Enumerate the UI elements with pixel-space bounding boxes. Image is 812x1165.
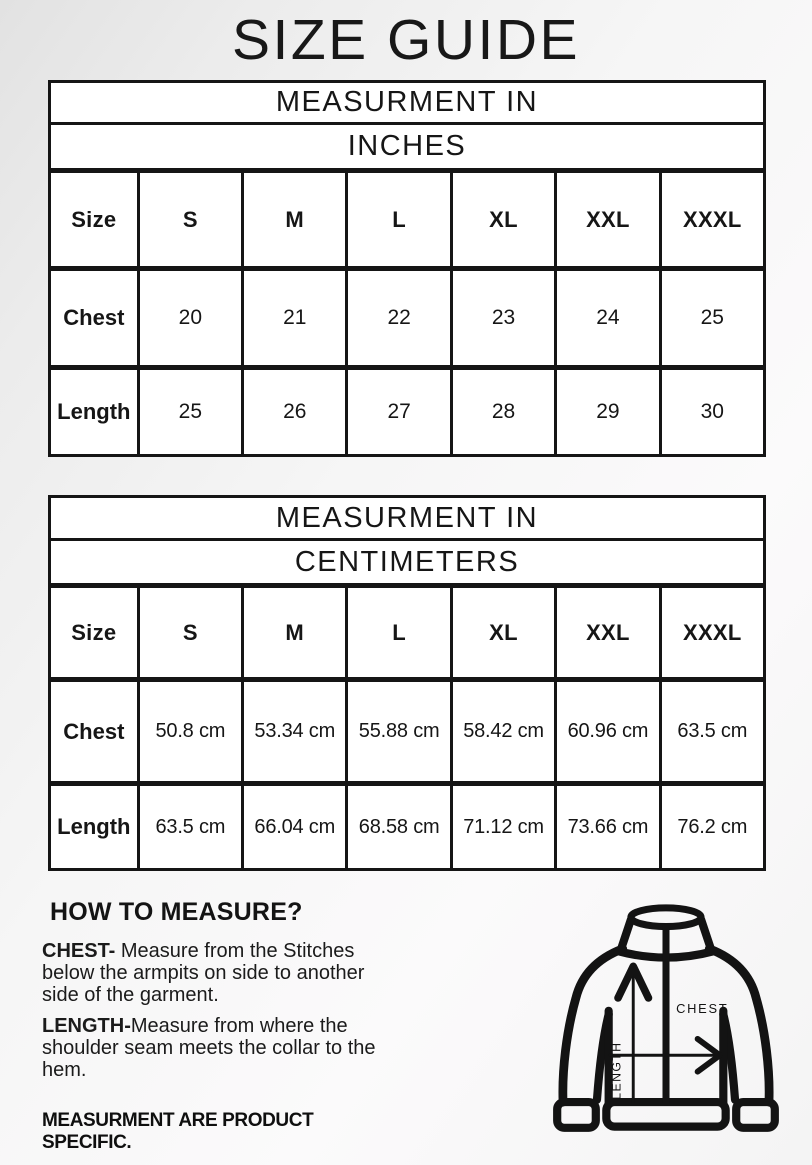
table-row: [50, 368, 765, 456]
chest-value-cell: 20: [138, 269, 242, 368]
chest-instruction-label: CHEST-: [42, 940, 116, 962]
table-row: [50, 784, 765, 870]
table-row: [50, 269, 765, 368]
chest-value-cell: 63.5 cm: [660, 680, 764, 784]
table-row: [50, 124, 765, 171]
table-row: [50, 586, 765, 680]
length-value-cell: 27: [347, 368, 451, 456]
chest-value-cell: 22: [347, 269, 451, 368]
chest-header-cell: Chest: [50, 680, 139, 784]
chest-header-cell: Chest: [50, 269, 139, 368]
length-value-cell: 66.04 cm: [243, 784, 347, 870]
size-cell: L: [347, 586, 451, 680]
chest-value-cell: 24: [556, 269, 660, 368]
length-value-cell: 25: [138, 368, 242, 456]
size-cell: XXXL: [660, 171, 764, 269]
size-cell: S: [138, 586, 242, 680]
diagram-chest-label: CHEST: [676, 1001, 729, 1017]
length-value-cell: 30: [660, 368, 764, 456]
centimeters-size-table: [48, 495, 766, 871]
jacket-illustration: [549, 902, 783, 1136]
how-to-measure-heading: HOW TO MEASURE?: [50, 898, 303, 926]
size-cell: XL: [451, 586, 555, 680]
length-header-cell: Length: [50, 368, 139, 456]
table-row: [50, 540, 765, 586]
inches-table-title: MEASURMENT IN: [50, 82, 765, 124]
jacket-diagram: [549, 902, 783, 1136]
chest-instruction-text: Measure from the Stitches below the armpits on side to another side of the garment.: [42, 940, 365, 1006]
length-instruction: [42, 1015, 396, 1081]
size-cell: XXXL: [660, 586, 764, 680]
right-sleeve-outline: [709, 949, 769, 1102]
chest-value-cell: 21: [243, 269, 347, 368]
chest-value-cell: 53.34 cm: [243, 680, 347, 784]
chest-value-cell: 55.88 cm: [347, 680, 451, 784]
how-to-measure-section: [42, 898, 396, 1154]
inches-table-unit: INCHES: [50, 124, 765, 171]
chest-value-cell: 23: [451, 269, 555, 368]
chest-value-cell: 60.96 cm: [556, 680, 660, 784]
cm-table-unit: CENTIMETERS: [50, 540, 765, 586]
table-row: [50, 680, 765, 784]
left-cuff: [557, 1102, 596, 1128]
size-cell: L: [347, 171, 451, 269]
table-row: [50, 82, 765, 124]
size-header-cell: Size: [50, 171, 139, 269]
chest-value-cell: 25: [660, 269, 764, 368]
size-cell: XXL: [556, 586, 660, 680]
length-instruction-label: LENGTH-: [42, 1015, 131, 1037]
size-cell: M: [243, 586, 347, 680]
size-cell: XL: [451, 171, 555, 269]
length-value-cell: 28: [451, 368, 555, 456]
size-cell: M: [243, 171, 347, 269]
length-value-cell: 26: [243, 368, 347, 456]
length-header-cell: Length: [50, 784, 139, 870]
product-specific-note: MEASURMENT ARE PRODUCT SPECIFIC.: [42, 1110, 314, 1153]
chest-instruction: [42, 940, 396, 1006]
page-title: SIZE GUIDE: [231, 8, 581, 72]
table-row: [50, 497, 765, 540]
diagram-length-label: LENGTH: [609, 1041, 624, 1100]
chest-value-cell: 58.42 cm: [451, 680, 555, 784]
inches-size-table: [48, 80, 766, 457]
length-value-cell: 76.2 cm: [660, 784, 764, 870]
collar-opening: [631, 908, 701, 927]
chest-value-cell: 50.8 cm: [138, 680, 242, 784]
right-cuff: [736, 1102, 775, 1128]
length-value-cell: 29: [556, 368, 660, 456]
table-row: [50, 171, 765, 269]
length-value-cell: 73.66 cm: [556, 784, 660, 870]
size-header-cell: Size: [50, 586, 139, 680]
size-cell: XXL: [556, 171, 660, 269]
length-instruction-text: Measure from where the shoulder seam meets the collar to the hem.: [42, 1015, 376, 1081]
size-cell: S: [138, 171, 242, 269]
length-value-cell: 71.12 cm: [451, 784, 555, 870]
length-value-cell: 63.5 cm: [138, 784, 242, 870]
length-value-cell: 68.58 cm: [347, 784, 451, 870]
hem-band: [606, 1102, 725, 1127]
cm-table-title: MEASURMENT IN: [50, 497, 765, 540]
